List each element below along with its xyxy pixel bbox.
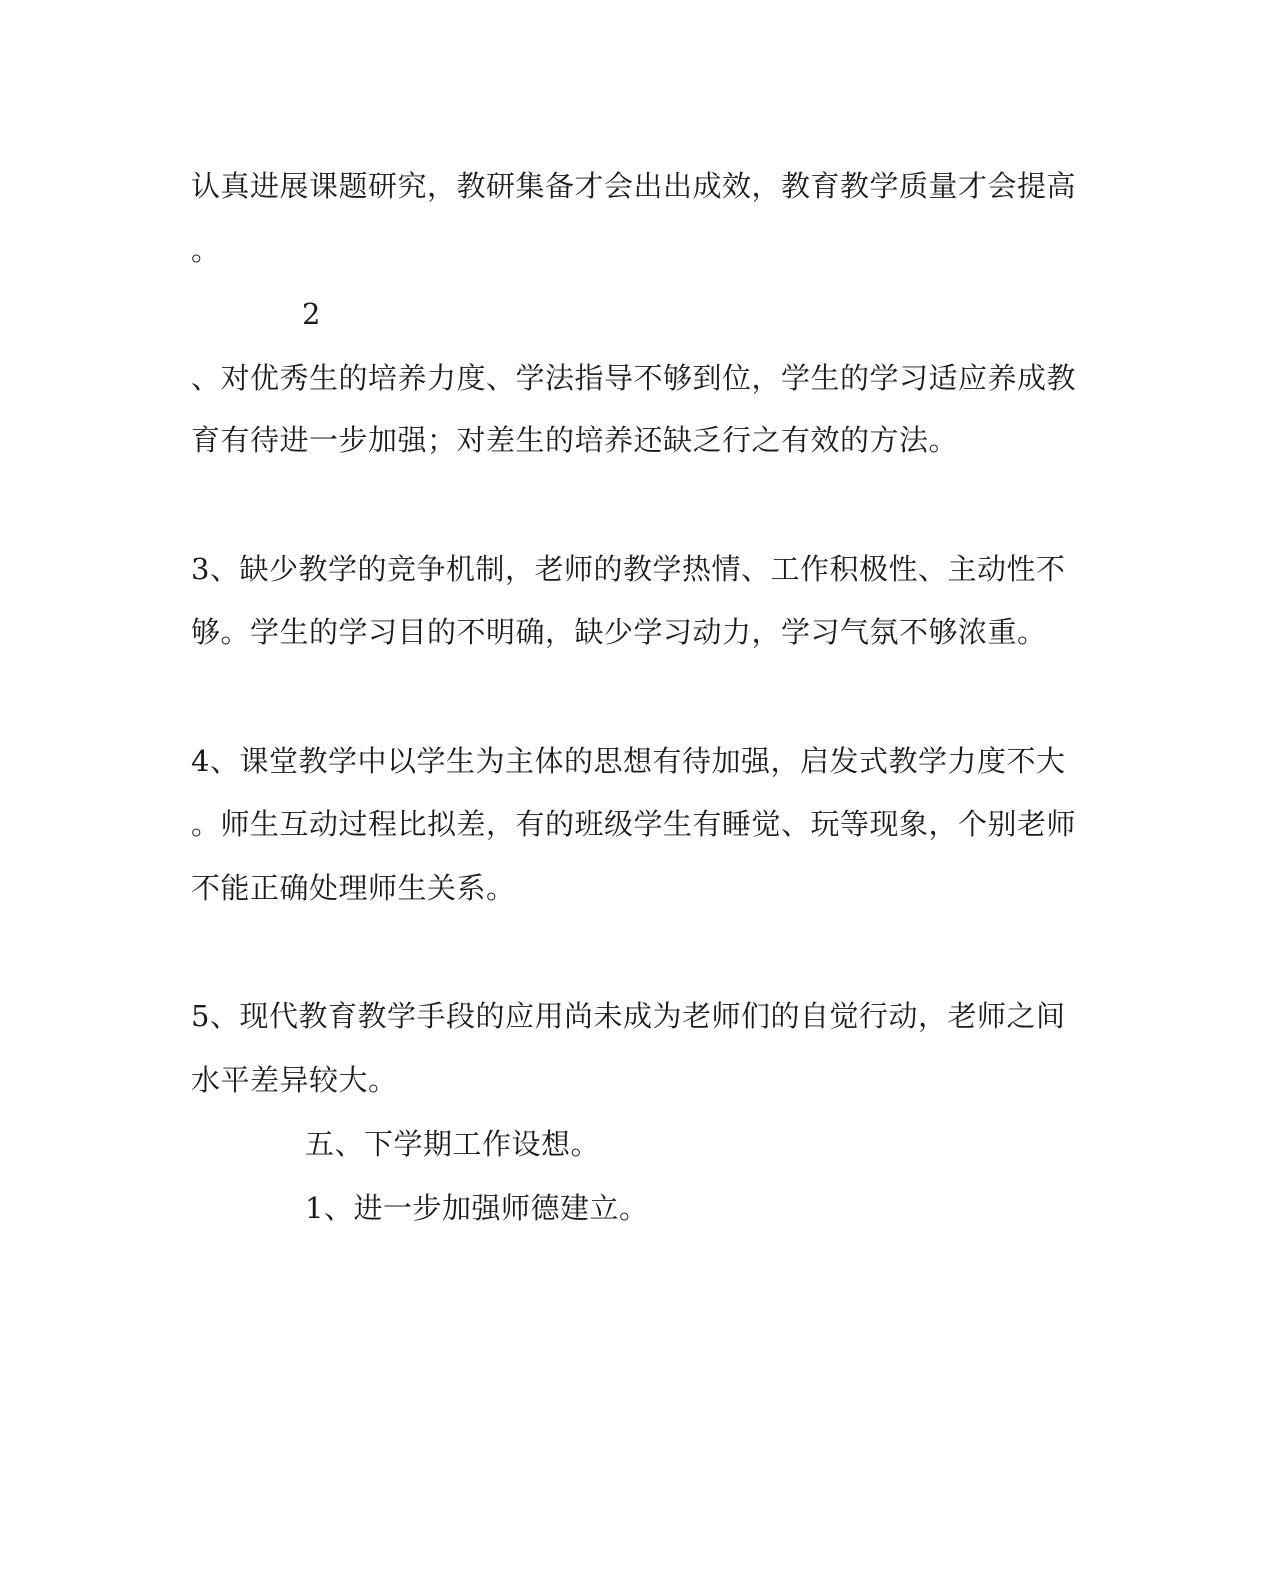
item-5-line-1: 5、现代教育教学手段的应用尚未成为老师们的自觉行动，老师之间 — [191, 999, 1066, 1033]
section-heading-5: 五、下学期工作设想。 — [305, 1127, 601, 1161]
item-4-line-3: 不能正确处理师生关系。 — [191, 871, 516, 905]
item-2-line-2: 育有待进一步加强；对差生的培养还缺乏行之有效的方法。 — [191, 423, 959, 457]
item-2-line-1: 、对优秀生的培养力度、学法指导不够到位，学生的学习适应养成教 — [191, 361, 1077, 395]
item-number-2: 2 — [302, 297, 321, 331]
section-item-1: 1、进一步加强师德建立。 — [305, 1191, 649, 1225]
item-5-line-2: 水平差异较大。 — [191, 1063, 398, 1097]
item-4-line-1: 4、课堂教学中以学生为主体的思想有待加强，启发式教学力度不大 — [191, 744, 1066, 778]
item-3-line-1: 3、缺少教学的竞争机制，老师的教学热情、工作积极性、主动性不 — [191, 552, 1066, 586]
item-4-line-2: 。师生互动过程比拟差，有的班级学生有睡觉、玩等现象，个别老师 — [191, 807, 1077, 841]
paragraph-line-2: 。 — [191, 233, 221, 267]
item-3-line-2: 够。学生的学习目的不明确，缺少学习动力，学习气氛不够浓重。 — [191, 615, 1047, 649]
paragraph-line-1: 认真进展课题研究，教研集备才会出出成效，教育教学质量才会提高 — [191, 169, 1077, 203]
